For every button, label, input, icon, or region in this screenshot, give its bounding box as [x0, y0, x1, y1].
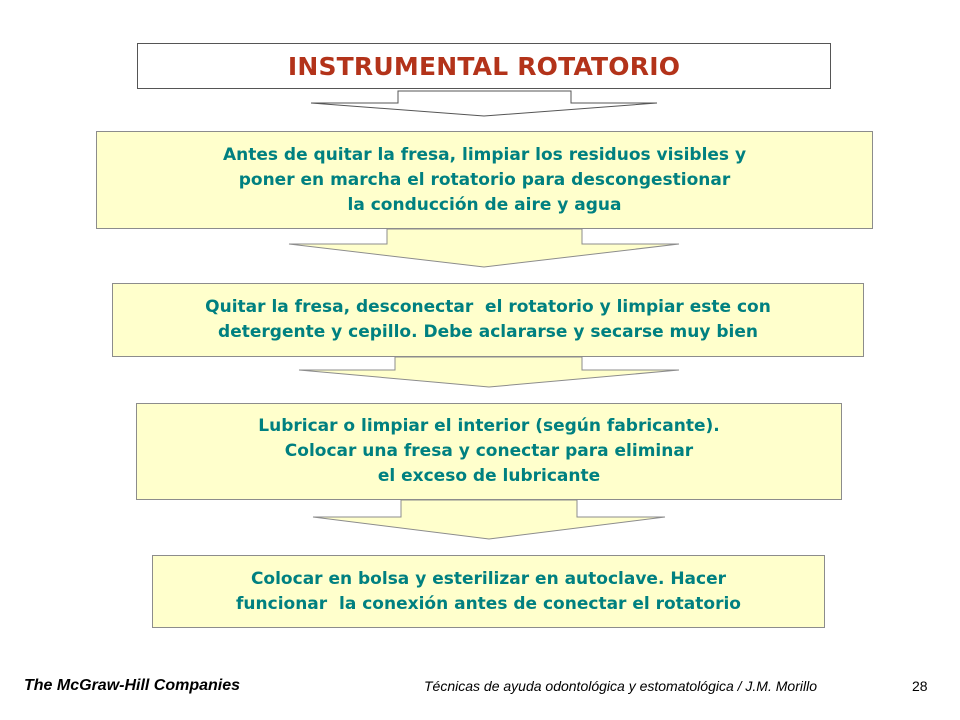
step-1-line-3: la conducción de aire y agua [347, 194, 622, 215]
step-3-line-1: Lubricar o limpiar el interior (según fabricante). [258, 416, 720, 436]
step-1-line-1: Antes de quitar la fresa, limpiar los residuos visibles y [222, 144, 747, 165]
page-title: INSTRUMENTAL ROTATORIO [287, 51, 681, 81]
step-1-line-2: poner en marcha el rotatorio para descongestionar [238, 169, 731, 190]
step-box-1 [96, 131, 873, 229]
step-4-line-2: funcionar la conexión antes de conectar el rotatorio [236, 593, 741, 614]
step-3-line-2: Colocar una fresa y conectar para eliminar [284, 441, 694, 461]
step-3-line-3: el exceso de lubricante [377, 466, 601, 486]
step-box-2 [112, 283, 864, 357]
page-number: 28 [912, 678, 928, 694]
footer-credit: Técnicas de ayuda odontológica y estomatológica / J.M. Morillo [424, 678, 817, 694]
step-2-line-2: detergente y cepillo. Debe aclararse y secarse muy bien [218, 322, 758, 342]
step-2-line-1: Quitar la fresa, desconectar el rotatorio y limpiar este con [205, 297, 771, 317]
step-box-4 [152, 555, 825, 628]
step-4-line-1: Colocar en bolsa y esterilizar en autoclave. Hacer [250, 568, 727, 589]
step-box-3 [136, 403, 842, 500]
footer-company: The McGraw-Hill Companies [24, 677, 241, 694]
